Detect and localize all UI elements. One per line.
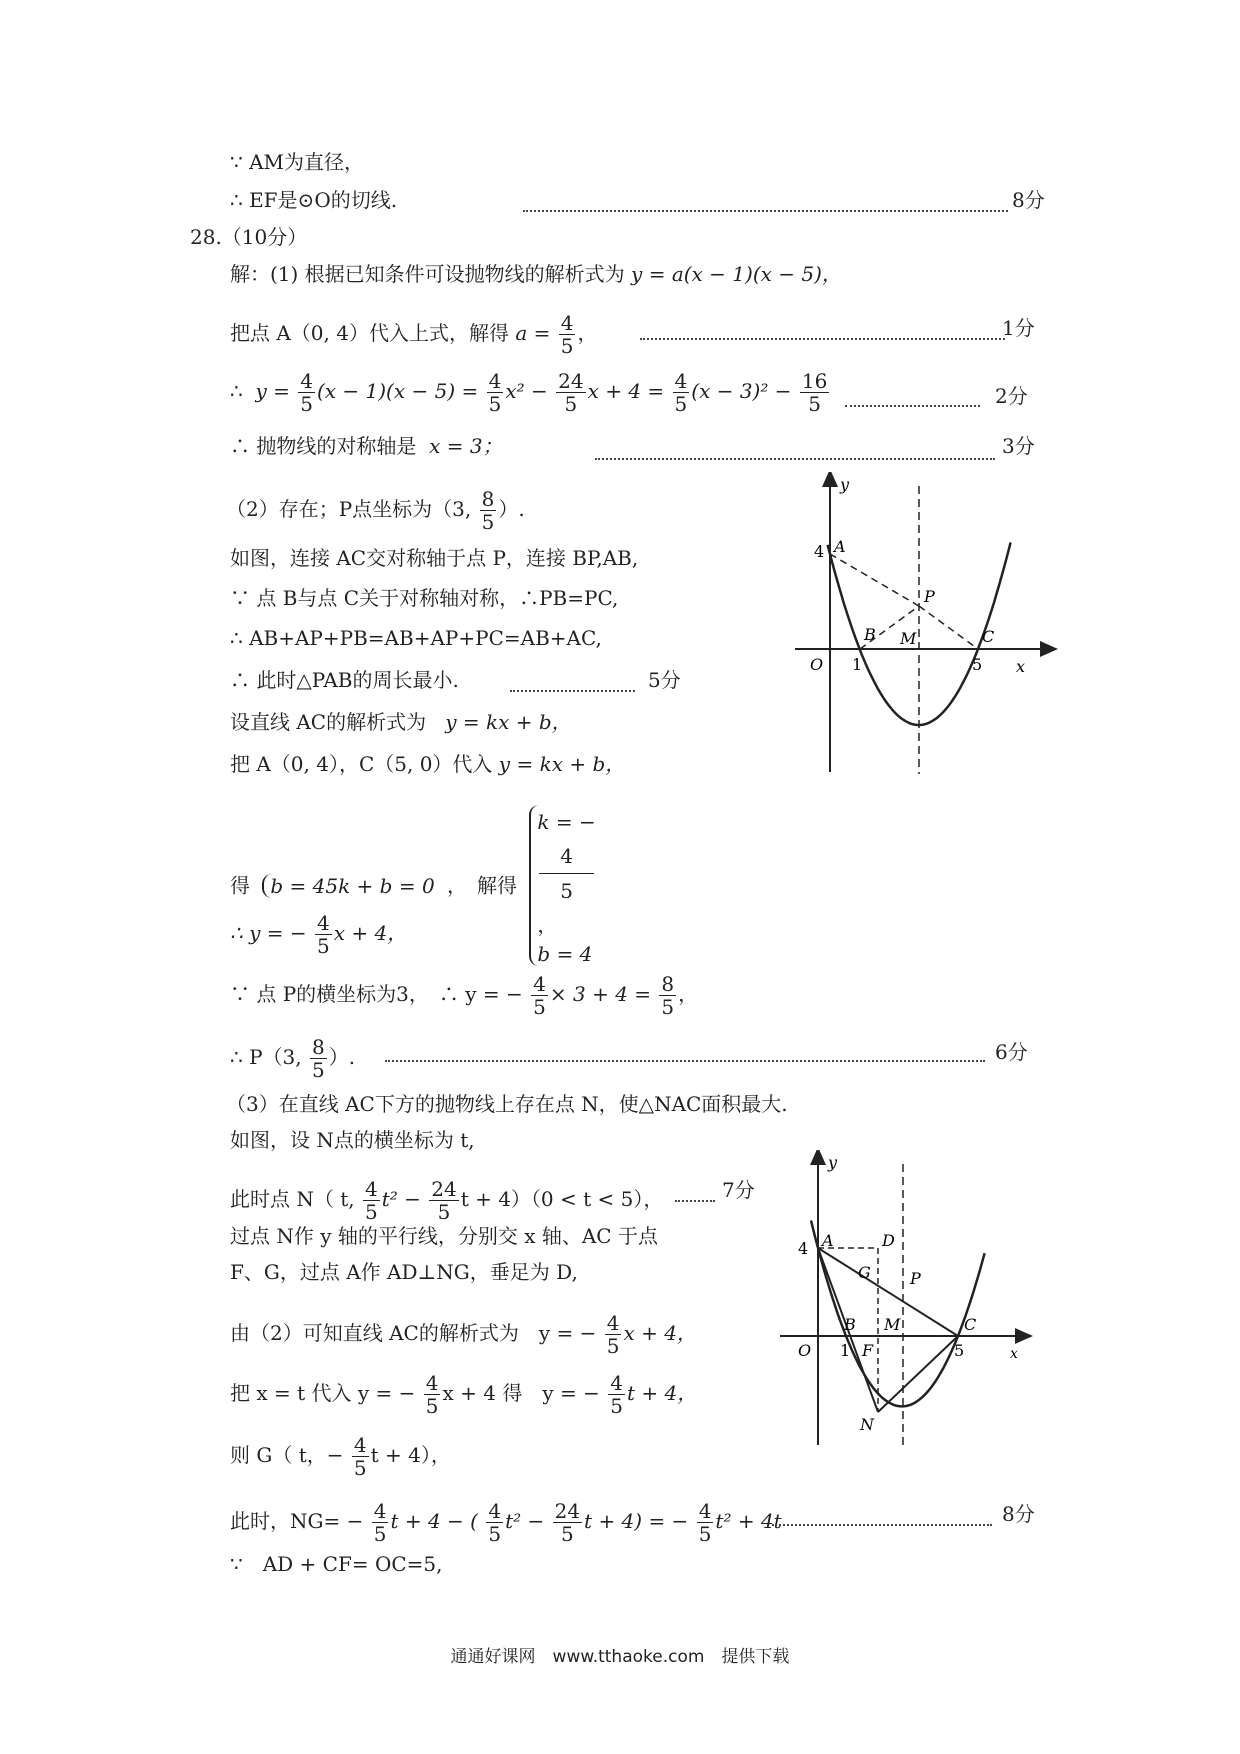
fraction	[315, 912, 332, 957]
denominator: 5	[316, 934, 330, 958]
fraction	[310, 1036, 327, 1081]
math: × 3 + 4 =	[549, 982, 652, 1006]
parabola-figure-1	[790, 472, 1060, 782]
fraction	[800, 370, 829, 415]
tick-label: 4	[814, 542, 825, 561]
numerator: 24	[558, 369, 584, 393]
math: 5k + b = 0	[325, 873, 435, 898]
text-line: 过点 N作 y 轴的平行线，分别交 x 轴、AC 于点	[230, 1224, 658, 1248]
footer-credit: 通通好课网 www.tthaoke.com 提供下载	[450, 1647, 790, 1667]
text-line: ∵ AM为直径，	[230, 150, 365, 174]
text-line: ∴ AB+AP+PB=AB+AP+PC=AB+AC,	[230, 626, 602, 650]
dotted-leader	[640, 338, 1005, 340]
point-label-n: N	[860, 1415, 874, 1434]
text-span: ）.	[328, 1045, 356, 1069]
denominator: 5	[488, 392, 502, 416]
tick-label: 5	[954, 1341, 965, 1360]
fraction	[363, 1178, 380, 1223]
text-line: ∵ AD + CF= OC=5,	[230, 1552, 443, 1576]
math: (x − 1)(x − 5) =	[316, 379, 479, 403]
numerator: 4	[674, 369, 688, 393]
score: 7分	[722, 1178, 755, 1202]
text-line: 如图，设 N点的横坐标为 t,	[230, 1128, 475, 1152]
dotted-leader	[675, 1200, 715, 1202]
x-label: x	[1016, 657, 1026, 676]
score: 8分	[1012, 188, 1045, 212]
math: x + 4 =	[587, 379, 665, 403]
numerator: 24	[554, 1499, 581, 1523]
text-span: ∴ 抛物线的对称轴是	[230, 434, 417, 458]
math: ∴ y = −	[230, 921, 307, 945]
denominator: 5	[661, 995, 675, 1019]
numerator: 4	[698, 1499, 712, 1523]
origin-label: O	[798, 1341, 812, 1360]
denominator: 5	[560, 334, 574, 358]
numerator: 16	[801, 369, 828, 393]
point-label-b: B	[844, 1315, 856, 1334]
text-line: ∴ 此时△PAB的周长最小.	[230, 668, 459, 692]
point-label-c: C	[964, 1315, 977, 1334]
text-span: （2）存在；P点坐标为（3,	[226, 497, 472, 521]
score: 2分	[995, 384, 1028, 408]
denominator: 5	[698, 1522, 712, 1546]
tick-label: 1	[840, 1341, 851, 1360]
denominator: 5	[560, 1522, 574, 1546]
point-label-b: B	[864, 625, 876, 644]
point-label-f: F	[862, 1341, 874, 1360]
fraction	[429, 1178, 458, 1223]
text-line	[230, 1500, 782, 1545]
fraction	[697, 1500, 714, 1545]
tick-label: 4	[798, 1239, 809, 1258]
denominator: 5	[533, 995, 546, 1019]
tick-label: 5	[972, 655, 983, 674]
denominator: 5	[560, 879, 573, 903]
math: t + 4 − (	[390, 1509, 478, 1533]
math: x = 3；	[429, 434, 503, 458]
score: 3分	[1002, 434, 1035, 458]
y-label: y	[828, 1153, 838, 1172]
point-label-d: D	[882, 1231, 895, 1250]
y-label: y	[840, 475, 850, 494]
numerator: 8	[481, 487, 495, 511]
text-line	[230, 912, 407, 957]
fraction	[553, 1500, 582, 1545]
text-span: ）.	[498, 497, 525, 521]
fraction	[556, 370, 585, 415]
denominator: 5	[481, 510, 495, 534]
fraction	[480, 488, 497, 533]
math: t + 4) = −	[584, 1509, 689, 1533]
score: 6分	[995, 1040, 1028, 1064]
fraction	[608, 1372, 625, 1417]
numerator: 4	[606, 1311, 620, 1335]
text-line	[230, 434, 503, 458]
text-line	[230, 1312, 697, 1357]
system-row: k = − 4 5 ，	[537, 810, 596, 937]
math: y = a(x − 1)(x − 5)，	[631, 262, 842, 286]
text-span: 此时点 N（ t,	[230, 1187, 355, 1211]
denominator: 5	[437, 1200, 451, 1224]
math: t² −	[381, 1187, 421, 1211]
fraction	[352, 1434, 369, 1479]
denominator: 5	[373, 1522, 387, 1546]
formula-line	[230, 370, 831, 415]
text-line	[230, 1434, 451, 1479]
score: 5分	[648, 668, 681, 692]
text-span: ∵ 点 P的横坐标为3， ∴ y = −	[230, 982, 523, 1006]
numerator: 4	[488, 1499, 502, 1523]
equation-system	[262, 874, 434, 898]
text-span: 此时，NG= −	[230, 1509, 364, 1533]
fraction	[559, 312, 576, 357]
numerator: 4	[316, 911, 330, 935]
text-line	[230, 1036, 355, 1081]
text-line: （3）在直线 AC下方的抛物线上存在点 N，使△NAC面积最大.	[226, 1092, 788, 1116]
point-label-m: M	[900, 629, 917, 648]
numerator: 24	[431, 1177, 457, 1201]
text-line: 如图，连接 AC交对称轴于点 P，连接 BP,AB,	[230, 546, 639, 570]
dotted-leader	[523, 210, 1008, 212]
dotted-leader	[510, 690, 635, 692]
numerator: 4	[364, 1177, 378, 1201]
denominator: 5	[311, 1058, 325, 1082]
math: (x − 3)² −	[691, 379, 792, 403]
math: x + 4，	[333, 921, 408, 945]
x-label: x	[1010, 1346, 1018, 1362]
text-span: x + 4 得 y = −	[442, 1381, 600, 1405]
denominator: 5	[425, 1394, 439, 1418]
numerator: 4	[425, 1371, 439, 1395]
score: 1分	[1002, 316, 1035, 340]
math: k = −	[537, 810, 596, 834]
math: y =	[255, 379, 290, 403]
point-label-p: P	[924, 587, 935, 606]
numerator: 8	[661, 972, 675, 996]
fraction	[531, 973, 548, 1018]
denominator: 5	[488, 1522, 502, 1546]
numerator: 4	[353, 1433, 367, 1457]
text-line	[230, 752, 625, 776]
numerator: 4	[488, 369, 502, 393]
text-span: 把点 A（0, 4）代入上式，解得	[230, 321, 509, 345]
text-span: 解：(1) 根据已知条件可设抛物线的解析式为	[230, 262, 625, 286]
tick-label: 1	[852, 655, 863, 674]
text-line: ∴ EF是⊙O的切线.	[230, 188, 398, 212]
numerator: 4	[539, 839, 593, 874]
numerator: 8	[311, 1035, 325, 1059]
equation-system	[529, 805, 595, 966]
math: a =	[515, 321, 551, 345]
text-line: ∵ 点 P的横坐标为3， ∴ y = − $\frac{4}{5}$ × 3 + 4 = $\frac{8}{5}$ ，	[230, 972, 699, 1019]
text-span: ， 解得	[447, 873, 518, 898]
numerator: 4	[560, 311, 574, 335]
math: b = 4	[537, 942, 593, 966]
math: t² + 4t	[715, 1509, 782, 1533]
fraction	[605, 1312, 622, 1357]
text-line	[230, 1178, 663, 1223]
denominator: 5	[606, 1334, 620, 1358]
point-label-g: G	[858, 1263, 871, 1282]
text-line: ∵ 点 B与点 C关于对称轴对称，∴PB=PC,	[230, 586, 619, 610]
therefore: ∴	[230, 379, 243, 403]
point-label-p: P	[910, 1269, 921, 1288]
denominator: 5	[808, 392, 821, 416]
text-line	[226, 488, 525, 533]
fraction	[424, 1372, 441, 1417]
fraction	[539, 839, 593, 908]
point-label-a: A	[834, 537, 846, 556]
math: b = 4	[270, 873, 326, 898]
score: 8分	[1002, 1502, 1035, 1526]
text-line	[230, 262, 842, 286]
fraction	[673, 370, 690, 415]
denominator: 5	[353, 1456, 367, 1480]
question-number: 28.（10分）	[190, 225, 308, 249]
dotted-leader	[595, 458, 995, 460]
origin-label: O	[810, 655, 824, 674]
segment-pc	[919, 606, 978, 649]
text-span: t + 4）（0 < t < 5），	[460, 1187, 664, 1211]
text-line	[230, 710, 572, 734]
denominator: 5	[300, 392, 313, 416]
dotted-leader	[772, 1524, 992, 1526]
math: t² −	[505, 1509, 545, 1533]
point-label-c: C	[982, 627, 995, 646]
denominator: 5	[610, 1394, 623, 1418]
fraction	[298, 370, 315, 415]
text-span: 把 x = t 代入 y = −	[230, 1381, 416, 1405]
numerator: 4	[373, 1499, 387, 1523]
fraction	[372, 1500, 389, 1545]
fraction	[487, 370, 504, 415]
text-span: 由（2）可知直线 AC的解析式为 y = −	[230, 1321, 597, 1345]
numerator: 4	[610, 1371, 623, 1395]
math: x + 4，	[623, 1321, 697, 1345]
parabola-curve	[811, 1221, 985, 1407]
text-span: t + 4），	[370, 1443, 451, 1467]
fraction	[659, 973, 676, 1018]
dotted-leader	[845, 405, 980, 407]
text-line	[230, 1372, 697, 1417]
point-label-m: M	[884, 1315, 901, 1334]
numerator: 4	[533, 972, 546, 996]
fraction	[486, 1500, 503, 1545]
denominator: 5	[674, 392, 688, 416]
dotted-leader	[385, 1060, 985, 1062]
text-span: 则 G（ t，−	[230, 1443, 344, 1467]
text-span: 设直线 AC的解析式为	[230, 710, 427, 734]
text-span: 把 A（0, 4），C（5, 0）代入	[230, 752, 493, 776]
denominator: 5	[564, 392, 578, 416]
denominator: 5	[364, 1200, 378, 1224]
math: t + 4，	[626, 1381, 698, 1405]
math: x² −	[505, 379, 548, 403]
math: y = kx + b，	[498, 752, 626, 776]
text-line: 把点 A（0, 4）代入上式，解得 a = $\frac{4}{5}$ ，	[230, 311, 598, 358]
point-label-a: A	[822, 1231, 834, 1250]
text-span: 得	[230, 873, 250, 898]
parabola-figure-2	[770, 1150, 1040, 1450]
text-span: ∴ P（3,	[230, 1045, 302, 1069]
numerator: 4	[300, 369, 313, 393]
math: y = kx + b，	[445, 710, 572, 734]
text-line: F、G，过点 A作 AD⊥NG，垂足为 D,	[230, 1260, 578, 1284]
